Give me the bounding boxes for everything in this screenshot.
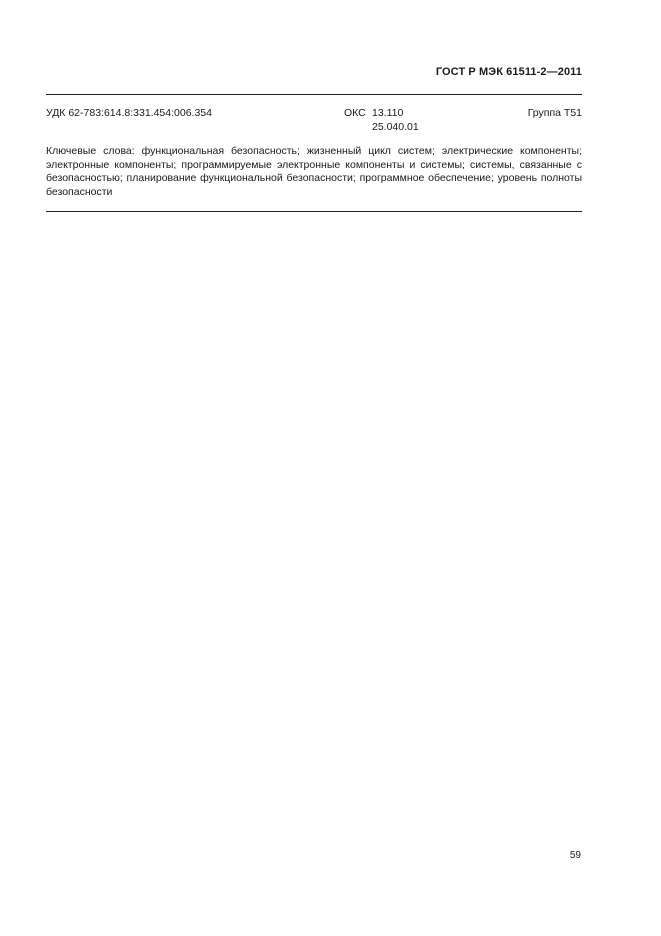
page-number: 59: [569, 850, 581, 861]
oks-code-2: 25.040.01: [372, 121, 419, 133]
keywords-paragraph: Ключевые слова: функциональная безопасность; жизненный цикл систем; электрические компоненты; электронные компоненты; программируемые электронные компоненты и системы; системы, связанные с безопасностью; планирование функциональной безопасности; программное обеспечение; уровень полноты безопасности: [46, 145, 582, 198]
oks-code-1: 13.110: [372, 107, 404, 119]
bottom-divider: [46, 211, 582, 212]
top-divider: [46, 94, 582, 95]
udk-code: УДК 62-783:614.8:331.454:006.354: [46, 107, 212, 119]
group-code: Группа Т51: [527, 107, 582, 119]
oks-label: ОКС: [344, 107, 366, 119]
standard-code: ГОСТ Р МЭК 61511-2—2011: [435, 66, 582, 78]
oks-block: [344, 107, 419, 133]
classification-row: [46, 107, 582, 137]
